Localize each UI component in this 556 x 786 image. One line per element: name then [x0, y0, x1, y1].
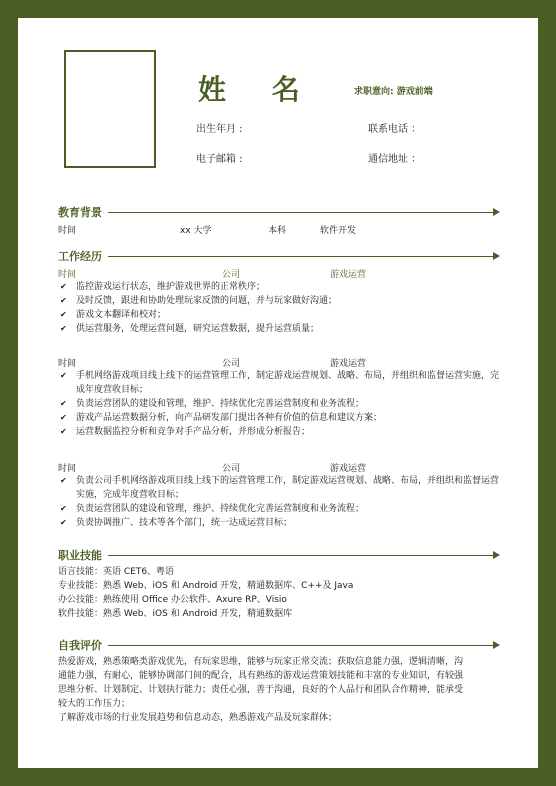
resume-page [18, 18, 538, 768]
job-time: 时间 [58, 464, 77, 474]
job-intent-label: 求职意向: [354, 87, 394, 97]
section-evaluation-header [58, 637, 500, 653]
job-time: 时间 [58, 270, 77, 280]
job-position: 游戏运营 [330, 464, 367, 474]
list-item: ✔ 游戏文本翻译和校对； [58, 308, 500, 322]
arrow-right-icon [493, 551, 500, 559]
section-title-education: 教育背景 [58, 206, 102, 219]
section-title-evaluation: 自我评价 [58, 639, 102, 652]
arrow-right-icon [493, 641, 500, 649]
section-divider [108, 555, 494, 556]
section-skills-header [58, 547, 500, 563]
section-work-header [58, 248, 500, 264]
address-label: 通信地址 ： [368, 154, 422, 165]
job-time: 时间 [58, 359, 77, 369]
job-company: 公司 [222, 359, 241, 369]
phone-label: 联系电话 ： [368, 124, 422, 135]
section-education-header [58, 204, 500, 220]
applicant-name: 姓 名 [198, 73, 318, 106]
skill-line: 语言技能：英语 CET6、粤语 [58, 567, 175, 577]
photo-placeholder [64, 50, 156, 168]
list-item: ✔ 及时反馈，跟进和协助处理玩家反馈的问题，并与玩家做好沟通； [58, 294, 500, 308]
list-item: ✔ 负责运营团队的建设和管理，维护、持续优化完善运营制度和业务流程； [58, 502, 500, 516]
evaluation-line: 了解游戏市场的行业发展趋势和信息动态，熟悉游戏产品及玩家群体； [58, 713, 338, 723]
list-item: ✔ 游戏产品运营数据分析，向产品研发部门提出各种有价值的信息和建议方案； [58, 411, 500, 425]
education-degree: 本科 [268, 226, 287, 236]
evaluation-line: 通能力强，有耐心，能够协调部门间的配合，具有熟练的游戏运营策划技能和丰富的专业知识，有较强 [58, 671, 464, 681]
list-item: ✔ 供运营服务，处理运营问题，研究运营数据，提升运营质量； [58, 322, 500, 336]
list-item: ✔ 负责公司手机网络游戏项目线上线下的运营管理工作，制定游戏运营规划、战略、布局，并组织和监督运营实施，完成年度营收目标； [58, 474, 500, 502]
section-divider [108, 256, 494, 257]
job-company: 公司 [222, 270, 241, 280]
section-title-work: 工作经历 [58, 250, 102, 263]
job-duties-list [58, 474, 500, 530]
skills-list [58, 565, 500, 621]
job-intent [354, 84, 433, 97]
arrow-right-icon [493, 252, 500, 260]
job-duties-list [58, 280, 500, 336]
email-label: 电子邮箱 : [196, 154, 243, 165]
skill-line: 专业技能：熟悉 Web、iOS 和 Android 开发，精通数据库、C++及 Java [58, 581, 354, 591]
list-item: ✔ 负责运营团队的建设和管理，维护、持续优化完善运营制度和业务流程； [58, 397, 500, 411]
list-item: ✔ 手机网络游戏项目线上线下的运营管理工作，制定游戏运营规划、战略、布局，并组织和监督运营实施，完成年度营收目标； [58, 369, 500, 397]
section-title-skills: 职业技能 [58, 549, 102, 562]
job-company: 公司 [222, 464, 241, 474]
list-item: ✔ 监控游戏运行状态，维护游戏世界的正常秩序； [58, 280, 500, 294]
arrow-right-icon [493, 208, 500, 216]
job-intent-value: 游戏前端 [396, 87, 433, 97]
evaluation-line: 较大的工作压力； [58, 699, 131, 709]
skill-line: 软件技能：熟悉 Web、iOS 和 Android 开发，精通数据库 [58, 609, 293, 619]
list-item: ✔ 负责协调推广、技术等各个部门，统一达成运营目标； [58, 516, 500, 530]
education-time: 时间 [58, 226, 77, 236]
education-major: 软件开发 [320, 226, 357, 236]
evaluation-text [58, 655, 500, 725]
section-divider [108, 645, 494, 646]
evaluation-line: 热爱游戏，熟悉策略类游戏优先，有玩家思维，能够与玩家正常交流；获取信息能力强，逻辑清晰，沟 [58, 657, 464, 667]
section-divider [108, 212, 494, 213]
education-school: xx 大学 [180, 226, 212, 236]
list-item: ✔ 运营数据监控分析和竞争对手产品分析，并形成分析报告； [58, 425, 500, 439]
skill-line: 办公技能：熟练使用 Office 办公软件、Axure RP、Visio [58, 595, 287, 605]
job-position: 游戏运营 [330, 359, 367, 369]
birth-label: 出生年月 : [196, 124, 243, 135]
job-position: 游戏运营 [330, 270, 367, 280]
job-duties-list [58, 369, 500, 439]
evaluation-line: 思维分析、计划制定、计划执行能力；责任心强，善于沟通，良好的个人品行和团队合作精神，能承受 [58, 685, 464, 695]
